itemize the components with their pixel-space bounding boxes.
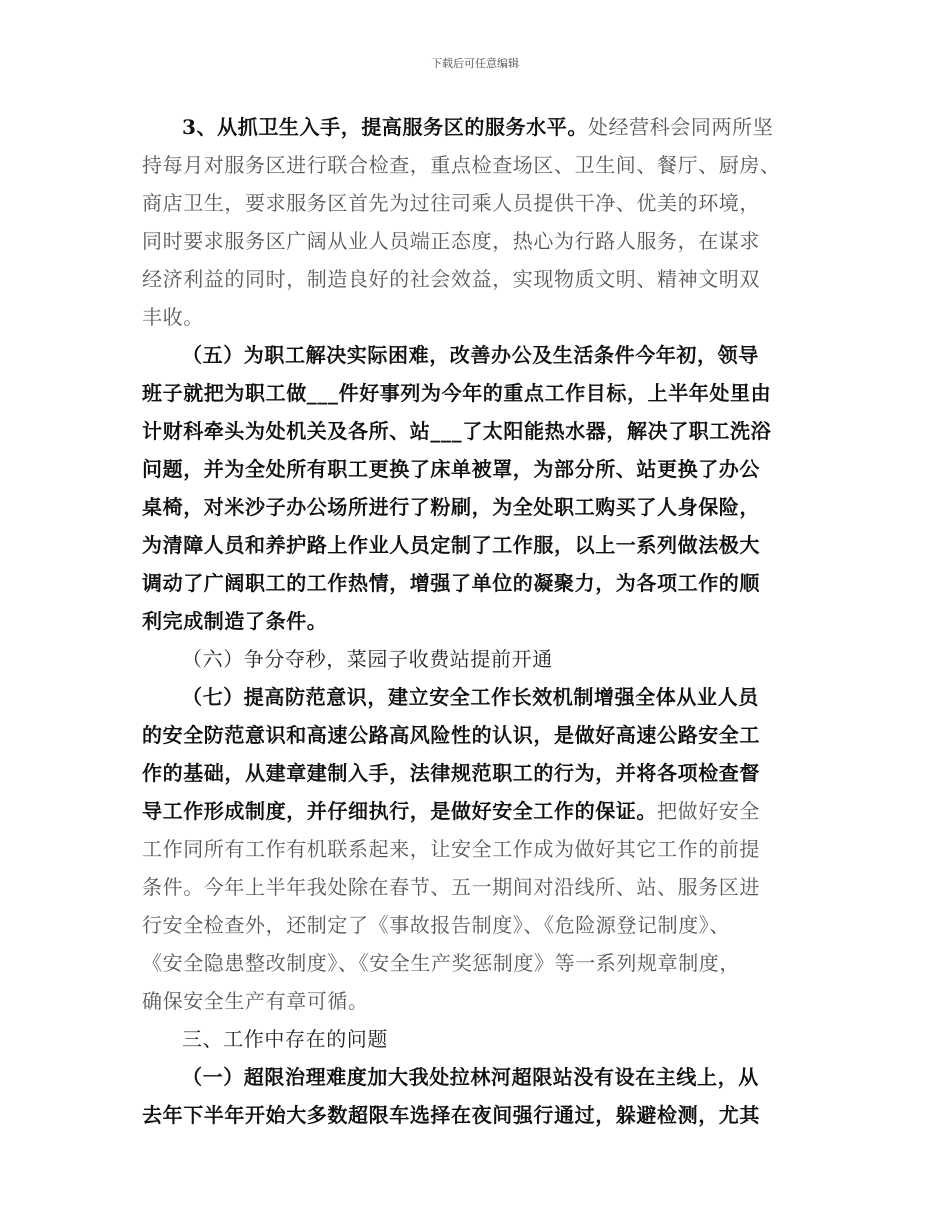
bold-run: 利完成制造了条件。 [142, 609, 328, 633]
bold-run: （一）超限治理难度加大我处拉林河超限站没有设在主线上，从 [182, 1065, 759, 1089]
light-run: 条件。今年上半年我处除在春节、五一期间对沿线所、站、服务区进 [142, 875, 760, 899]
light-run: 丰收。 [142, 305, 204, 329]
text-line [142, 412, 771, 450]
light-run: 行安全检查外，还制定了《事故报告制度》、《危险源登记制度》、 [142, 913, 730, 937]
text-line [182, 336, 759, 374]
bold-run: （七）提高防范意识，建立安全工作长效机制增强全体从业人员 [182, 685, 759, 709]
text-line [142, 374, 771, 412]
text-line [142, 602, 327, 640]
page-header: 下载后可任意编辑 [431, 57, 519, 70]
section-heading [182, 1020, 388, 1058]
text-line [182, 1058, 759, 1096]
bold-run: 3、从抓卫生入手，提高服务区的服务水平。 [182, 115, 588, 139]
text-line [142, 222, 760, 260]
text-line [142, 298, 204, 336]
light-run: 同时要求服务区广阔从业人员端正态度，热心为行路人服务，在谋求 [142, 229, 760, 253]
text-line [142, 906, 730, 944]
light-run: 工作同所有工作有机联系起来，让安全工作成为做好其它工作的前提 [142, 837, 760, 861]
text-line [142, 450, 760, 488]
text-line [142, 146, 781, 184]
text-line [142, 1096, 760, 1134]
light-run: 《安全隐患整改制度》、《安全生产奖惩制度》等一系列规章制度， [142, 951, 740, 975]
bold-run: 去年下半年开始大多数超限车选择在夜间强行通过，躲避检测，尤其 [142, 1103, 760, 1127]
light-run: 处经营科会同两所坚 [587, 115, 774, 139]
text-line [182, 108, 773, 146]
light-run: 确保安全生产有章可循。 [142, 989, 369, 1013]
bold-run: 桌椅，对米沙子办公场所进行了粉刷，为全处职工购买了人身保险， [142, 495, 760, 519]
bold-run: 计财科牵头为处机关及各所、站___了太阳能热水器，解决了职工洗浴 [142, 419, 772, 443]
bold-run: 调动了广阔职工的工作热情，增强了单位的凝聚力，为各项工作的顺 [142, 571, 760, 595]
bold-run: 班子就把为职工做___件好事列为今年的重点工作目标，上半年处里由 [142, 381, 772, 405]
text-line [142, 526, 760, 564]
text-line [142, 260, 760, 298]
text-line [142, 716, 760, 754]
text-line [142, 868, 760, 906]
text-line [142, 564, 760, 602]
light-run: 商店卫生，要求服务区首先为过往司乘人员提供干净、优美的环境， [142, 191, 760, 215]
text-line [142, 982, 369, 1020]
bold-run: 导工作形成制度，并仔细执行，是做好安全工作的保证。 [142, 799, 657, 823]
bold-run: 作的基础，从建章建制入手，法律规范职工的行为，并将各项检查督 [142, 761, 760, 785]
text-line [142, 754, 760, 792]
text-line [142, 830, 760, 868]
text-line [142, 944, 740, 982]
light-run: 三、工作中存在的问题 [182, 1027, 388, 1051]
text-line [182, 678, 759, 716]
bold-run: 的安全防范意识和高速公路高风险性的认识，是做好高速公路安全工 [142, 723, 760, 747]
text-line [142, 792, 760, 830]
bold-run: （五）为职工解决实际困难，改善办公及生活条件今年初，领导 [182, 343, 759, 367]
light-run: （六）争分夺秒，菜园子收费站提前开通 [182, 647, 553, 671]
bold-run: 为清障人员和养护路上作业人员定制了工作服，以上一系列做法极大 [142, 533, 760, 557]
text-line [182, 640, 553, 678]
bold-run: 问题，并为全处所有职工更换了床单被罩，为部分所、站更换了办公 [142, 457, 760, 481]
light-run: 经济利益的同时，制造良好的社会效益，实现物质文明、精神文明双 [142, 267, 760, 291]
text-line [142, 488, 760, 526]
light-run: 持每月对服务区进行联合检查，重点检查场区、卫生间、餐厅、厨房、 [142, 153, 781, 177]
text-line [142, 184, 760, 222]
light-run: 把做好安全 [657, 799, 760, 823]
